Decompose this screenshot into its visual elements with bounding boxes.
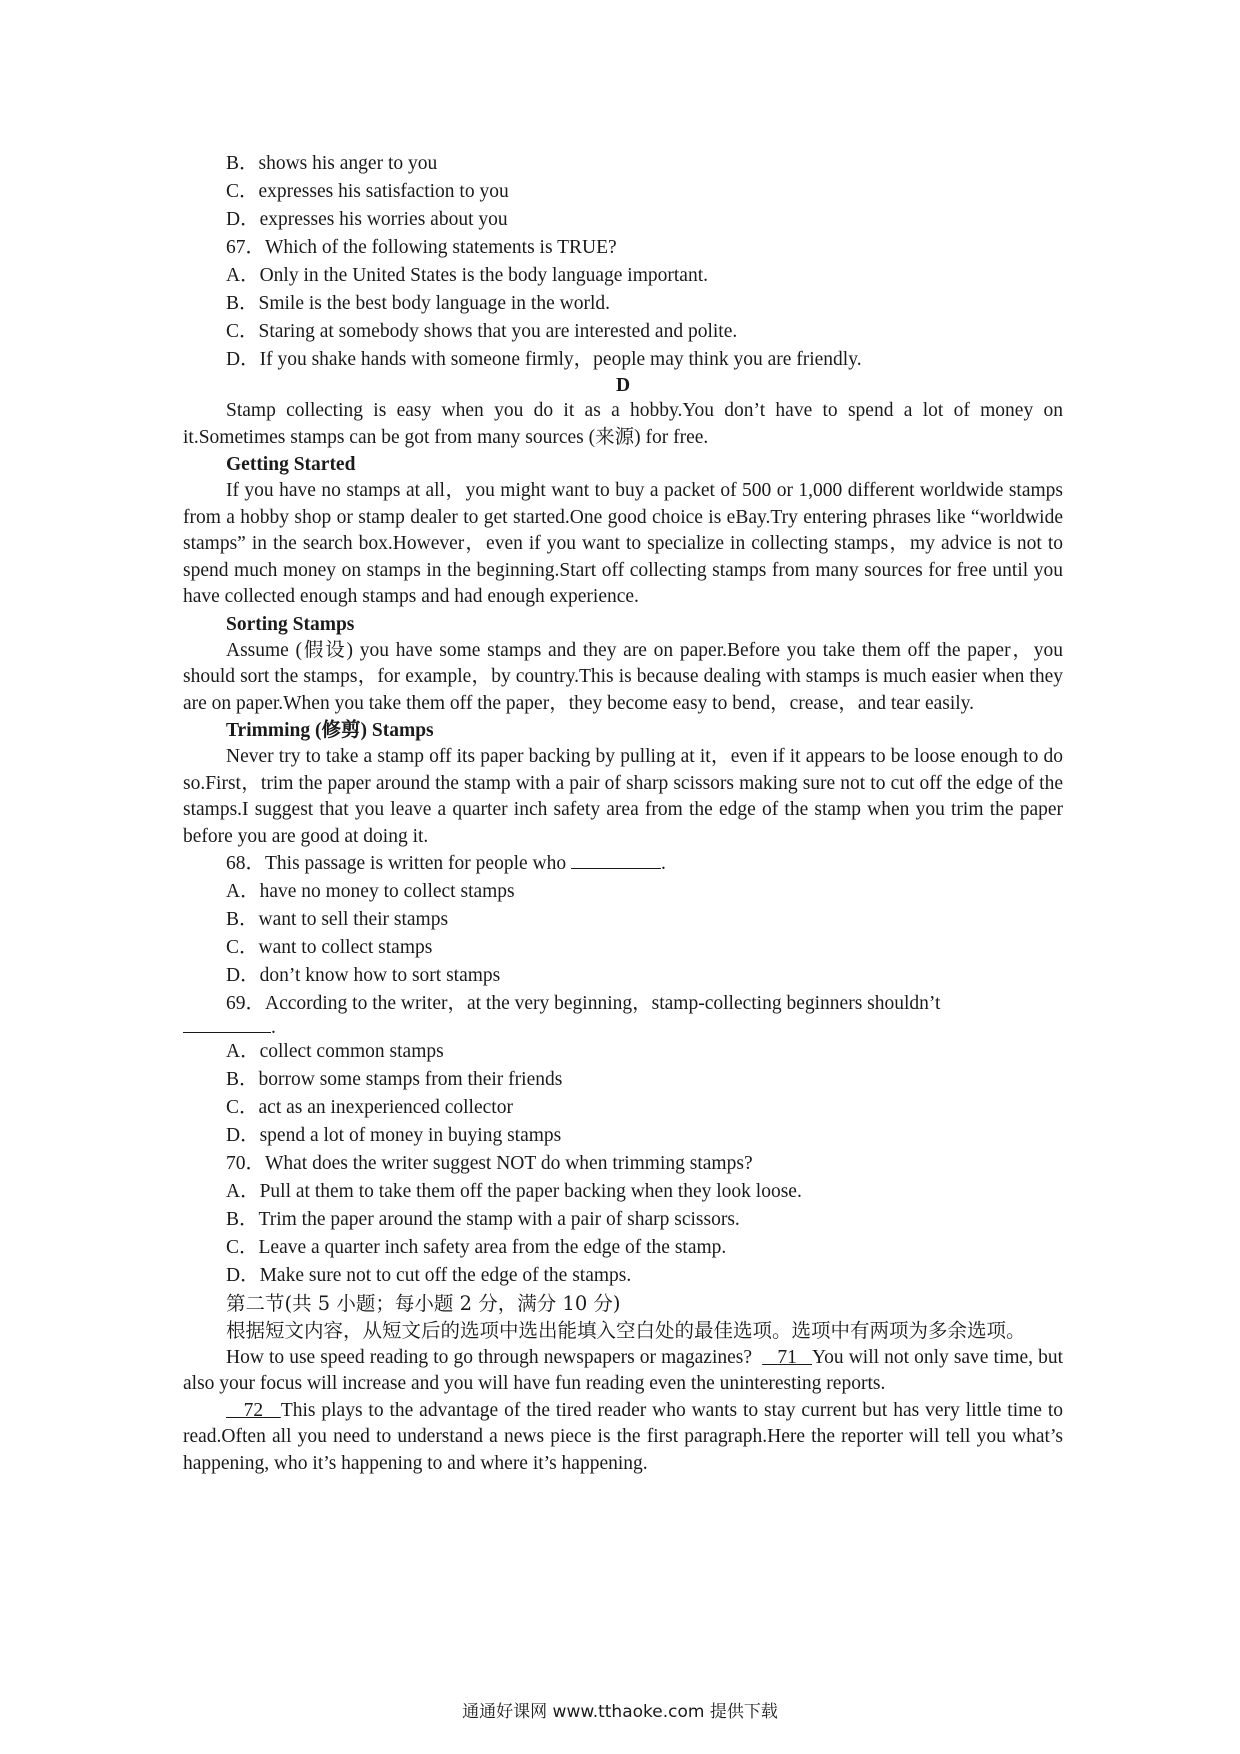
q66-option-d: D．expresses his worries about you: [226, 209, 508, 230]
passage-d-intro: Stamp collecting is easy when you do it as a hobby.You don’t have to spend a lot of money on it.Sometimes stamps can be got from many sources (来源) for free.: [183, 400, 1063, 448]
q68-option-c: C．want to collect stamps: [226, 937, 433, 958]
section2-instruction: 根据短文内容，从短文后的选项中选出能填入空白处的最佳选项。选项中有两项为多余选项。: [226, 1319, 1026, 1342]
q68-answer-blank: [571, 850, 661, 869]
q66-option-c: C．expresses his satisfaction to you: [226, 181, 509, 202]
heading-getting-started: Getting Started: [226, 454, 356, 475]
q68-stem: [183, 850, 1063, 878]
heading-trimming-stamps: Trimming (修剪) Stamps: [226, 720, 434, 741]
q70-stem: 70．What does the writer suggest NOT do when trimming stamps?: [226, 1153, 753, 1174]
q69-answer-blank: [183, 1022, 271, 1033]
section2-para2: [183, 1398, 1063, 1478]
q69-option-c: C．act as an inexperienced collector: [226, 1097, 513, 1118]
q68-option-b: B．want to sell their stamps: [226, 909, 449, 930]
q68-option-a: A．have no money to collect stamps: [226, 881, 515, 902]
blank-72-number: 72: [243, 1399, 264, 1421]
section2-para1: [183, 1345, 1063, 1398]
q68-stem-text: 68．This passage is written for people who: [226, 853, 567, 874]
q68-option-d: D．don’t know how to sort stamps: [226, 965, 501, 986]
blank-71-number: 71: [777, 1346, 797, 1368]
section2-title: 第二节(共 5 小题；每小题 2 分，满分 10 分): [226, 1292, 621, 1315]
q70-option-d: D．Make sure not to cut off the edge of the stamps.: [226, 1265, 632, 1286]
para-trimming-stamps: Never try to take a stamp off its paper backing by pulling at it，even if it appears to be loose enough to do so.First，trim the paper around the stamp with a pair of sharp scissors making sure not to cut off the edge of the stamps.I suggest that you leave a quarter inch safety area from the edge of the stamp when you trim the paper before you are good at doing it.: [183, 746, 1063, 847]
q69-option-b: B．borrow some stamps from their friends: [226, 1069, 563, 1090]
para-getting-started: If you have no stamps at all，you might want to buy a packet of 500 or 1,000 different worldwide stamps from a hobby shop or stamp dealer to get started.One good choice is eBay.Try entering phrases like “worldwide stamps” in the search box.However，even if you want to specialize in collecting stamps，my advice is not to spend much money on stamps in the beginning.Start off collecting stamps from many sources for free until you have collected enough stamps and had enough experience.: [183, 480, 1063, 607]
q70-option-c: C．Leave a quarter inch safety area from the edge of the stamp.: [226, 1237, 727, 1258]
q70-option-b: B．Trim the paper around the stamp with a pair of sharp scissors.: [226, 1209, 740, 1230]
q69-blank-line: [183, 1018, 1063, 1038]
q67-option-d: D．If you shake hands with someone firmly，people may think you are friendly.: [226, 349, 862, 370]
q67-option-c: C．Staring at somebody shows that you are interested and polite.: [226, 321, 738, 342]
exam-page: [183, 150, 1063, 1477]
section2-para2-after: This plays to the advantage of the tired reader who wants to stay current but has very little time to read.Often all you need to understand a news piece is the first paragraph.Here the reporter will tell you what’s happening, who it’s happening to and where it’s happening.: [183, 1399, 1063, 1474]
page-footer: 通通好课网 www.tthaoke.com 提供下载: [462, 1702, 778, 1722]
q66-option-b: B．shows his anger to you: [226, 153, 438, 174]
q67-stem: 67．Which of the following statements is TRUE?: [226, 237, 617, 258]
blank-71: [762, 1347, 812, 1368]
q67-option-a: A．Only in the United States is the body language important.: [226, 265, 709, 286]
section2-para1-before: How to use speed reading to go through newspapers or magazines?: [226, 1346, 753, 1368]
heading-sorting-stamps: Sorting Stamps: [226, 613, 355, 635]
blank-72: [226, 1400, 281, 1421]
q69-option-a: A．collect common stamps: [226, 1041, 444, 1062]
q69-stem: 69．According to the writer，at the very beginning，stamp-collecting beginners shouldn’t: [226, 993, 941, 1014]
passage-d-label: D: [615, 375, 631, 396]
q69-option-d: D．spend a lot of money in buying stamps: [226, 1125, 562, 1146]
q67-option-b: B．Smile is the best body language in the world.: [226, 293, 610, 314]
section2-para1-after: You will not only save time, but also your focus will increase and you will have fun reading even the uninteresting reports.: [183, 1346, 1064, 1394]
q69-stem-end: .: [271, 1017, 276, 1038]
q70-option-a: A．Pull at them to take them off the paper backing when they look loose.: [226, 1181, 802, 1202]
q68-stem-end: .: [660, 853, 666, 874]
para-sorting-stamps: Assume (假设) you have some stamps and they are on paper.Before you take them off the paper，you should sort the stamps，for example，by country.This is because dealing with stamps is much easier when they are on paper.When you take them off the paper，they become easy to bend，crease，and tear easily.: [183, 639, 1063, 714]
